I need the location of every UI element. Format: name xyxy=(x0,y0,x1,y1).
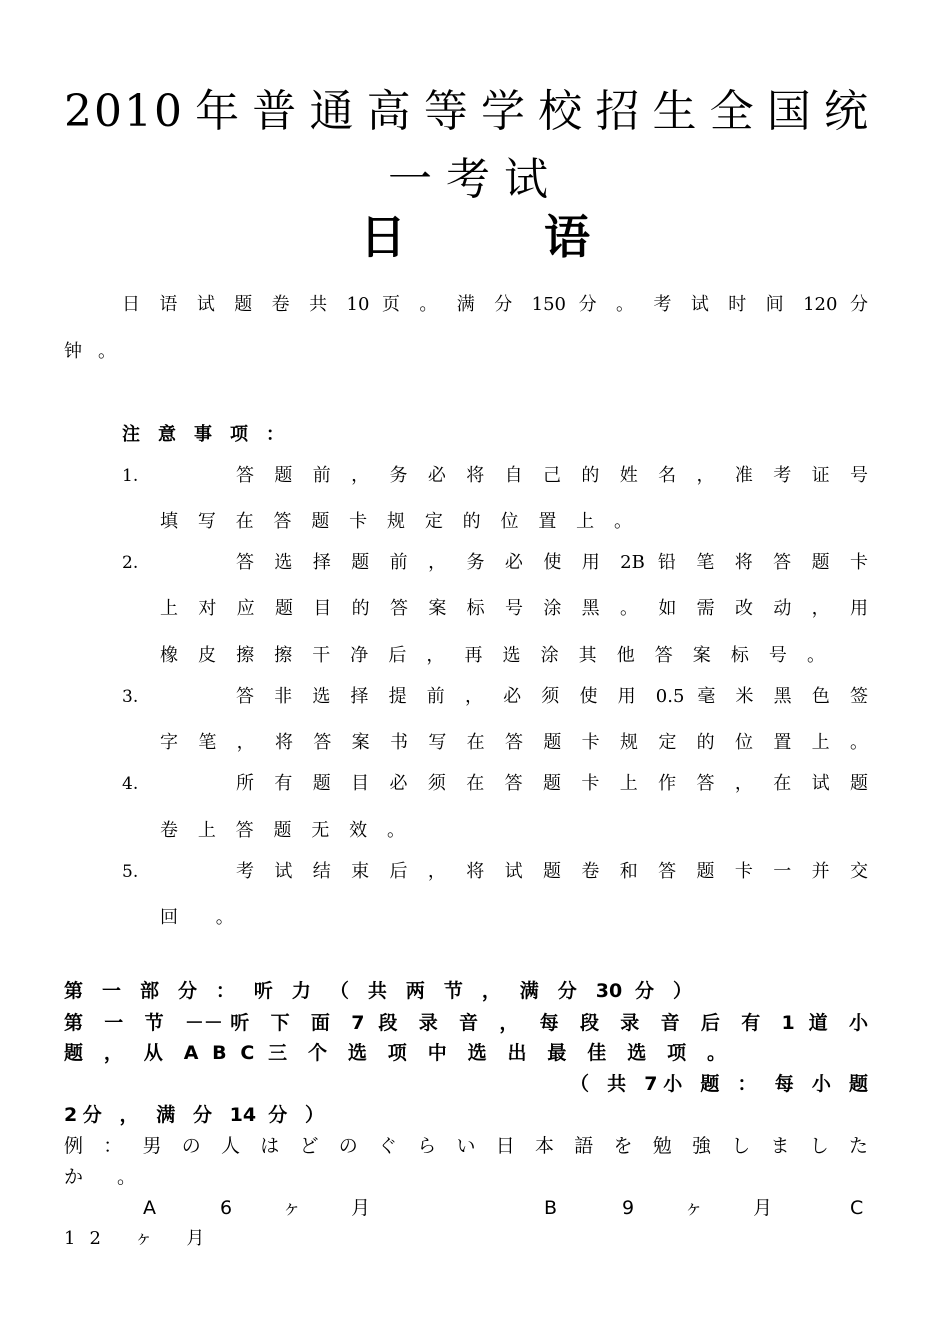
example-line-1: 例 ： 男 の 人 は ど の ぐ ら い 日 本 語 を 勉 強 し ま し た xyxy=(64,1135,868,1157)
score-line-1: （ 共 7小 题 ： 每 小 题 xyxy=(570,1073,868,1095)
note-text: 答 非 选 择 提 前 ， 必 须 使 用 0.5 毫 米 黑 色 签 xyxy=(236,686,868,707)
option-b-letter: B xyxy=(544,1197,558,1219)
option-a-text: 6 ヶ 月 xyxy=(220,1197,393,1219)
intro-line-2: 钟。 xyxy=(64,341,132,362)
exam-title-line2: 一考试 xyxy=(388,154,562,205)
note-number: 1. xyxy=(122,466,139,486)
note-text: 考 试 结 束 后 ， 将 试 题 卷 和 答 题 卡 一 并 交 xyxy=(236,861,868,882)
note-text-cont: 字 笔 ， 将 答 案 书 写 在 答 题 卡 规 定 的 位 置 上 。 xyxy=(160,732,868,753)
option-a-letter: A xyxy=(143,1197,156,1219)
example-line-2: か 。 xyxy=(64,1166,151,1188)
note-text: 答 选 择 题 前 ， 务 必 使 用 2B 铅 笔 将 答 题 卡 xyxy=(236,552,868,573)
part-title: 第 一 部 分 ： 听 力 （ 共 两 节 ， 满 分 30 分 ） xyxy=(64,980,692,1002)
note-text: 所 有 题 目 必 须 在 答 题 卡 上 作 答 ， 在 试 题 xyxy=(236,773,868,794)
intro-line-1: 日 语 试 题 卷 共 10 页 。 满 分 150 分 。 考 试 时 间 120 分 xyxy=(122,294,868,315)
note-number: 2. xyxy=(122,553,139,573)
note-text-cont: 填 写 在 答 题 卡 规 定 的 位 置 上 。 xyxy=(160,511,632,532)
subsection-line-1: 第 一 节 －－听 下 面 7 段 录 音 ， 每 段 录 音 后 有 1 道 小 xyxy=(64,1012,868,1034)
note-number: 4. xyxy=(122,774,139,794)
note-number: 3. xyxy=(122,687,139,707)
subject-char-1: 日 xyxy=(360,210,406,264)
subject-title xyxy=(360,205,590,269)
note-number: 5. xyxy=(122,862,139,882)
option-c-letter: C xyxy=(850,1197,864,1219)
note-text-cont: 上 对 应 题 目 的 答 案 标 号 涂 黑 。 如 需 改 动 ， 用 xyxy=(160,598,868,619)
notes-heading: 注意事项： xyxy=(122,424,302,445)
note-text: 答 题 前 ， 务 必 将 自 己 的 姓 名 ， 准 考 证 号 xyxy=(236,465,868,486)
option-b-text: 9 ヶ 月 xyxy=(622,1197,795,1219)
exam-title-line1: 2010年普通高等学校招生全国统 xyxy=(64,86,870,137)
score-line-2: 2分 ， 满 分 14 分 ） xyxy=(64,1104,324,1126)
option-c-text: 12 ヶ 月 xyxy=(64,1228,219,1249)
subject-char-2: 语 xyxy=(544,210,590,264)
note-text-cont: 回 。 xyxy=(160,907,250,928)
note-text-cont: 橡 皮 擦 擦 干 净 后 ， 再 选 涂 其 他 答 案 标 号 。 xyxy=(160,645,825,666)
subsection-line-2: 题 ， 从 A B C 三 个 选 项 中 选 出 最 佳 选 项 。 xyxy=(64,1042,726,1064)
note-text-cont: 卷 上 答 题 无 效 。 xyxy=(160,820,405,841)
